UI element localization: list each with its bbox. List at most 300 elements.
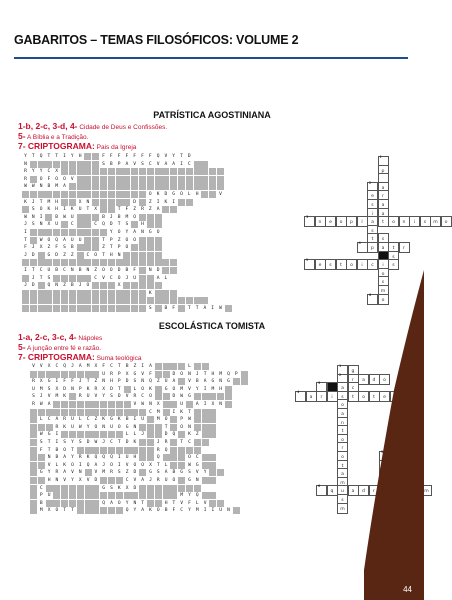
wordsearch-cell: Y (125, 500, 129, 506)
wordsearch-cell (69, 191, 76, 198)
wordsearch-cell: N (188, 424, 191, 430)
wordsearch-cell (100, 206, 107, 213)
wordsearch-cell: T (203, 371, 207, 377)
wordsearch-cell (163, 454, 170, 461)
wordsearch-cell (77, 447, 84, 454)
wordsearch-cell: A (125, 161, 129, 167)
wordsearch-cell: D (94, 478, 98, 483)
wordsearch-cell: I (63, 207, 66, 213)
wordsearch-cell: O (110, 462, 113, 468)
wordsearch-cell (139, 282, 146, 289)
wordsearch-cell (202, 424, 209, 431)
wordsearch-cell: Q (156, 154, 160, 159)
crossword-cell: o (378, 294, 389, 305)
wordsearch-cell: T (86, 379, 90, 385)
wordsearch-cell: X (55, 386, 59, 392)
wordsearch-cell: C (94, 275, 98, 281)
wordsearch-cell: D (172, 394, 176, 400)
wordsearch-cell (139, 199, 146, 206)
wordsearch-cell (155, 431, 162, 438)
crossword-number: 1 (339, 364, 342, 368)
wordsearch-cell: S (78, 440, 82, 445)
wordsearch-cell (30, 447, 37, 454)
wordsearch-cell (92, 305, 99, 312)
wordsearch-cell: I (24, 230, 27, 235)
wordsearch-cell (92, 485, 99, 492)
wordsearch-cell: F (102, 364, 106, 369)
wordsearch-cell: O (94, 252, 98, 258)
wordsearch-cell: I (55, 432, 59, 438)
crossword-cell: r (378, 190, 389, 201)
wordsearch-cell: K (70, 207, 74, 213)
wordsearch-cell (92, 183, 99, 190)
wordsearch-cell (170, 363, 177, 370)
crossword-cell: n (315, 216, 326, 227)
wordsearch-cell: K (117, 485, 121, 491)
wordsearch-cell (30, 259, 37, 266)
wordsearch-cell: C (63, 268, 66, 273)
wordsearch-cell: B (164, 508, 168, 514)
wordsearch-cell (123, 191, 130, 198)
wordsearch-cell (131, 305, 138, 312)
wordsearch-cell: K (63, 462, 67, 468)
wordsearch-cell (100, 401, 107, 408)
wordsearch-cell (69, 401, 76, 408)
wordsearch-cell (139, 176, 146, 183)
wordsearch-cell (30, 161, 37, 168)
wordsearch-cell: N (133, 500, 137, 506)
wordsearch-cell: T (31, 154, 35, 159)
wordsearch-cell: H (219, 386, 223, 392)
wordsearch-cell (45, 290, 52, 297)
wordsearch-cell: R (141, 207, 144, 213)
wordsearch-cell (147, 454, 154, 461)
wordsearch-cell: P (117, 161, 121, 167)
crossword-cell: t (378, 216, 389, 227)
wordsearch-cell: Q (86, 462, 90, 468)
wordsearch-cell (108, 447, 115, 454)
wordsearch-cell (155, 183, 162, 190)
wordsearch-cell (77, 485, 84, 492)
wordsearch-cell: K (63, 394, 67, 400)
wordsearch-cell: V (86, 478, 90, 483)
crossword-cell: s (388, 259, 399, 270)
wordsearch-cell: D (109, 222, 113, 228)
wordsearch-cell: H (133, 455, 137, 461)
wordsearch-cell: A (149, 364, 152, 369)
wordsearch-cell (155, 485, 162, 492)
crossword-cell: s (325, 259, 336, 270)
wordsearch-cell (69, 290, 76, 297)
wordsearch-cell: O (156, 508, 160, 514)
wordsearch-cell: Q (94, 455, 98, 461)
wordsearch-cell (155, 297, 162, 304)
wordsearch-cell: N (227, 508, 230, 514)
wordsearch-cell (178, 447, 185, 454)
wordsearch-cell: B (109, 161, 113, 167)
wordsearch-cell (100, 507, 107, 514)
wordsearch-cell (116, 199, 123, 206)
wordsearch-cell (155, 244, 162, 251)
wordsearch-cell: F (63, 379, 67, 385)
wordsearch-cell: D (110, 386, 113, 392)
wordsearch-cell: B (55, 268, 59, 273)
wordsearch-cell (147, 259, 154, 266)
wordsearch-cell (30, 507, 37, 514)
wordsearch-cell (186, 168, 193, 175)
wordsearch-cell: F (55, 245, 59, 251)
wordsearch-cell: T (156, 462, 160, 468)
wordsearch-cell (194, 297, 201, 304)
wordsearch-cell: V (141, 371, 145, 377)
wordsearch-cell (69, 492, 76, 499)
wordsearch-cell: I (55, 440, 59, 445)
wordsearch-cell: K (47, 207, 51, 213)
wordsearch-cell (53, 492, 60, 499)
crossword-cell: o (358, 391, 369, 402)
wordsearch-cell (69, 393, 76, 400)
wordsearch-cell: A (141, 508, 145, 514)
wordsearch-cell (139, 485, 146, 492)
wordsearch-cell: F (133, 268, 137, 273)
wordsearch-cell (61, 431, 68, 438)
wordsearch-cell: A (164, 161, 168, 167)
wordsearch-cell: J (24, 222, 27, 228)
wordsearch-cell: C (148, 161, 152, 167)
crossword-cell: s (337, 391, 348, 402)
wordsearch-cell (201, 168, 208, 175)
wordsearch-cell (69, 305, 76, 312)
wordsearch-cell (84, 259, 91, 266)
wordsearch-cell (155, 386, 162, 393)
wordsearch-cell (170, 462, 177, 469)
wordsearch-cell: J (31, 199, 35, 205)
wordsearch-cell (53, 401, 60, 408)
wordsearch-cell: X (47, 222, 51, 228)
wordsearch-cell (131, 290, 138, 297)
wordsearch-cell: N (71, 386, 74, 392)
wordsearch-cell (85, 371, 92, 378)
wordsearch-cell (209, 191, 216, 198)
wordsearch-cell (85, 492, 92, 499)
wordsearch-cell: O (141, 386, 145, 392)
wordsearch-cell (92, 176, 99, 183)
wordsearch-cell (163, 485, 170, 492)
wordsearch-cell: R (78, 455, 82, 461)
wordsearch-cell (84, 305, 91, 312)
wordsearch-cell (202, 492, 209, 499)
wordsearch-cell: W (94, 440, 98, 445)
wordsearch-cell (147, 485, 154, 492)
wordsearch-cell (22, 259, 29, 266)
wordsearch-cell: U (55, 222, 59, 228)
wordsearch-cell (45, 191, 52, 198)
wordsearch-cell (77, 297, 84, 304)
wordsearch-cell: O (86, 283, 90, 289)
wordsearch-cell: O (180, 371, 184, 377)
wordsearch-cell (45, 297, 52, 304)
wordsearch-cell (77, 290, 84, 297)
wordsearch-cell: O (125, 237, 129, 243)
wordsearch-cell (61, 161, 68, 168)
wordsearch-cell (61, 305, 68, 312)
wordsearch-cell (108, 199, 115, 206)
wordsearch-cell (53, 229, 60, 236)
wordsearch-cell: B (125, 364, 129, 369)
wordsearch-cell: D (117, 394, 121, 400)
wordsearch-cell: Z (94, 417, 98, 423)
wordsearch-cell: T (117, 222, 121, 228)
wordsearch-cell: Z (148, 207, 152, 213)
wordsearch-cell (108, 206, 115, 213)
wordsearch-cell: G (39, 470, 43, 476)
wordsearch-cell: A (63, 237, 66, 243)
wordsearch-cell: T (47, 154, 51, 159)
wordsearch-cell: X (39, 379, 43, 385)
wordsearch-cell (116, 305, 123, 312)
wordsearch-cell (147, 282, 154, 289)
wordsearch-cell (92, 500, 99, 507)
wordsearch-cell (186, 401, 193, 408)
wordsearch-cell (233, 507, 240, 514)
wordsearch-cell: C (110, 440, 113, 445)
wordsearch-cell (30, 485, 37, 492)
wordsearch-cell: O (63, 176, 66, 182)
wordsearch-cell (131, 244, 138, 251)
wordsearch-cell: F (125, 207, 129, 213)
wordsearch-cell: I (172, 409, 176, 415)
wordsearch-cell: C (86, 417, 90, 423)
wordsearch-cell (45, 161, 52, 168)
wordsearch-cell: P (39, 493, 43, 499)
wordsearch-cell: O (133, 237, 137, 243)
wordsearch-cell (108, 176, 115, 183)
crossword-cell: t (337, 425, 348, 436)
wordsearch-cell: R (24, 176, 27, 182)
wordsearch-cell: N (55, 283, 59, 289)
wordsearch-cell: J (71, 364, 74, 369)
wordsearch-cell (84, 290, 91, 297)
crossword-cell: a (367, 216, 378, 227)
wordsearch-cell (116, 431, 123, 438)
wordsearch-cell: C (39, 485, 43, 491)
wordsearch-cell: N (133, 424, 137, 430)
wordsearch-cell: T (47, 440, 51, 445)
wordsearch-cell: M (180, 493, 184, 499)
wordsearch-cell (69, 199, 76, 206)
wordsearch-cell: U (164, 379, 168, 385)
wordsearch-cell: U (71, 417, 74, 423)
wordsearch-cell (131, 191, 138, 198)
wordsearch-cell: W (188, 417, 191, 423)
wordsearch-cell: B (102, 214, 105, 220)
wordsearch-cell (123, 199, 130, 206)
wordsearch-cell (77, 305, 84, 312)
wordsearch-cell: D (31, 252, 35, 258)
wordsearch-cell: Y (86, 424, 90, 430)
wordsearch-cell: C (110, 364, 113, 369)
wordsearch-cell: S (31, 207, 35, 213)
crossword-cell: o (337, 399, 348, 410)
wordsearch-cell: Z (195, 432, 199, 438)
wordsearch-cell: S (31, 222, 35, 228)
wordsearch-cell: R (55, 470, 59, 476)
wordsearch-cell (69, 259, 76, 266)
wordsearch-cell (123, 168, 130, 175)
wordsearch-cell (46, 424, 53, 431)
wordsearch-cell: Q (47, 283, 51, 289)
wordsearch-cell: W (24, 184, 27, 190)
wordsearch-cell (147, 447, 154, 454)
wordsearch-cell (38, 252, 45, 259)
wordsearch-cell (139, 191, 146, 198)
wordsearch-cell (84, 176, 91, 183)
wordsearch-cell: Z (117, 237, 121, 243)
wordsearch-cell (209, 492, 216, 499)
wordsearch-cell: F (172, 306, 176, 311)
crossword-cell: t (388, 242, 399, 253)
wordsearch-cell: F (125, 154, 129, 159)
wordsearch-cell: N (55, 478, 59, 483)
wordsearch-cell: P (117, 245, 121, 251)
wordsearch-cell (61, 259, 68, 266)
wordsearch-cell: F (141, 154, 144, 159)
wordsearch-cell: T (39, 275, 43, 281)
wordsearch-cell: H (55, 199, 59, 205)
wordsearch-cell (162, 267, 169, 274)
wordsearch-cell (131, 168, 138, 175)
wordsearch-cell: W (24, 214, 27, 220)
wordsearch-cell (77, 168, 84, 175)
wordsearch-cell: K (86, 455, 90, 461)
wordsearch-cell (61, 500, 68, 507)
wordsearch-cell: Q (55, 237, 59, 243)
wordsearch-cell: T (39, 199, 43, 205)
wordsearch-cell: J (31, 275, 35, 281)
wordsearch-cell (178, 454, 185, 461)
wordsearch-cell: X (55, 169, 59, 175)
wordsearch-cell: Y (109, 230, 113, 235)
wordsearch-cell: J (109, 214, 113, 220)
wordsearch-cell (30, 500, 37, 507)
crossword-cell: i (409, 216, 420, 227)
wordsearch-cell: B (125, 268, 129, 273)
wordsearch-cell: G (148, 230, 152, 235)
wordsearch-cell: X (78, 199, 82, 205)
wordsearch-cell: G (180, 470, 184, 476)
wordsearch-cell: N (149, 402, 152, 407)
wordsearch-cell (241, 378, 248, 385)
wordsearch-cell (84, 191, 91, 198)
wordsearch-cell (45, 305, 52, 312)
wordsearch-cell (170, 168, 177, 175)
wordsearch-cell: O (141, 462, 145, 468)
wordsearch-cell: Q (102, 455, 106, 461)
wordsearch-cell: A (94, 462, 98, 468)
wordsearch-cell: V (71, 470, 74, 476)
wordsearch-cell: J (195, 371, 199, 377)
wordsearch-cell: Q (156, 455, 160, 461)
wordsearch-cell: L (188, 364, 191, 369)
wordsearch-cell (178, 305, 185, 312)
wordsearch-cell: X (94, 364, 98, 369)
wordsearch-cell: V (188, 379, 191, 385)
wordsearch-cell: K (149, 508, 152, 514)
wordsearch-cell: T (141, 500, 145, 506)
wordsearch-cell: H (110, 379, 113, 385)
wordsearch-cell (85, 500, 92, 507)
wordsearch-cell (209, 469, 216, 476)
wordsearch-cell (22, 297, 29, 304)
wordsearch-cell: G (195, 462, 199, 468)
crossword-cell: e (315, 259, 326, 270)
wordsearch-cell: Y (188, 508, 191, 514)
wordsearch-cell: R (63, 417, 67, 423)
wordsearch-cell (77, 191, 84, 198)
wordsearch-cell (186, 176, 193, 183)
wordsearch-cell (202, 439, 209, 446)
wordsearch-cell (170, 183, 177, 190)
wordsearch-cell (178, 363, 185, 370)
wordsearch-cell (38, 454, 45, 461)
wordsearch-cell (162, 297, 169, 304)
wordsearch-cell: F (188, 500, 191, 506)
wordsearch-cell: X (47, 364, 51, 369)
wordsearch-cell (116, 401, 123, 408)
wordsearch-cell (139, 439, 146, 446)
wordsearch-cell (178, 477, 185, 484)
wordsearch-cell: B (55, 214, 59, 220)
wordsearch-cell (30, 439, 37, 446)
wordsearch-cell: Y (125, 230, 129, 235)
wordsearch-cell (123, 290, 130, 297)
wordsearch-cell (92, 244, 99, 251)
wordsearch-cell: O (39, 176, 43, 182)
wordsearch-cell: W (31, 184, 35, 190)
wordsearch-cell: I (211, 508, 215, 514)
wordsearch-cell: U (70, 237, 74, 243)
wordsearch-cell (202, 393, 209, 400)
wordsearch-cell (92, 161, 99, 168)
wordsearch-cell (53, 371, 60, 378)
wordsearch-cell: V (70, 176, 74, 182)
wordsearch-cell: I (203, 508, 207, 514)
wordsearch-cell: I (117, 455, 121, 461)
wordsearch-cell: I (156, 199, 160, 205)
wordsearch-cell: X (149, 462, 152, 468)
wordsearch-cell: V (94, 470, 98, 476)
wordsearch-cell (77, 492, 84, 499)
wordsearch-cell: I (133, 417, 137, 423)
wordsearch-cell (61, 191, 68, 198)
wordsearch-cell (100, 290, 107, 297)
wordsearch-cell: S (133, 379, 137, 385)
wordsearch-cell: R (110, 371, 113, 377)
answer-line-4 (18, 332, 102, 342)
wordsearch-cell (77, 401, 84, 408)
wordsearch-cell: S (47, 275, 51, 281)
wordsearch-cell (139, 297, 146, 304)
wordsearch-cell: B (125, 417, 129, 423)
wordsearch-cell (92, 290, 99, 297)
wordsearch-cell: F (47, 176, 51, 182)
crossword-cell: m (421, 485, 432, 496)
wordsearch-cell (85, 447, 92, 454)
wordsearch-cell: G (227, 379, 230, 385)
crossword-cell: t (348, 391, 359, 402)
wordsearch-cell (38, 409, 45, 416)
wordsearch-cell (147, 424, 154, 431)
